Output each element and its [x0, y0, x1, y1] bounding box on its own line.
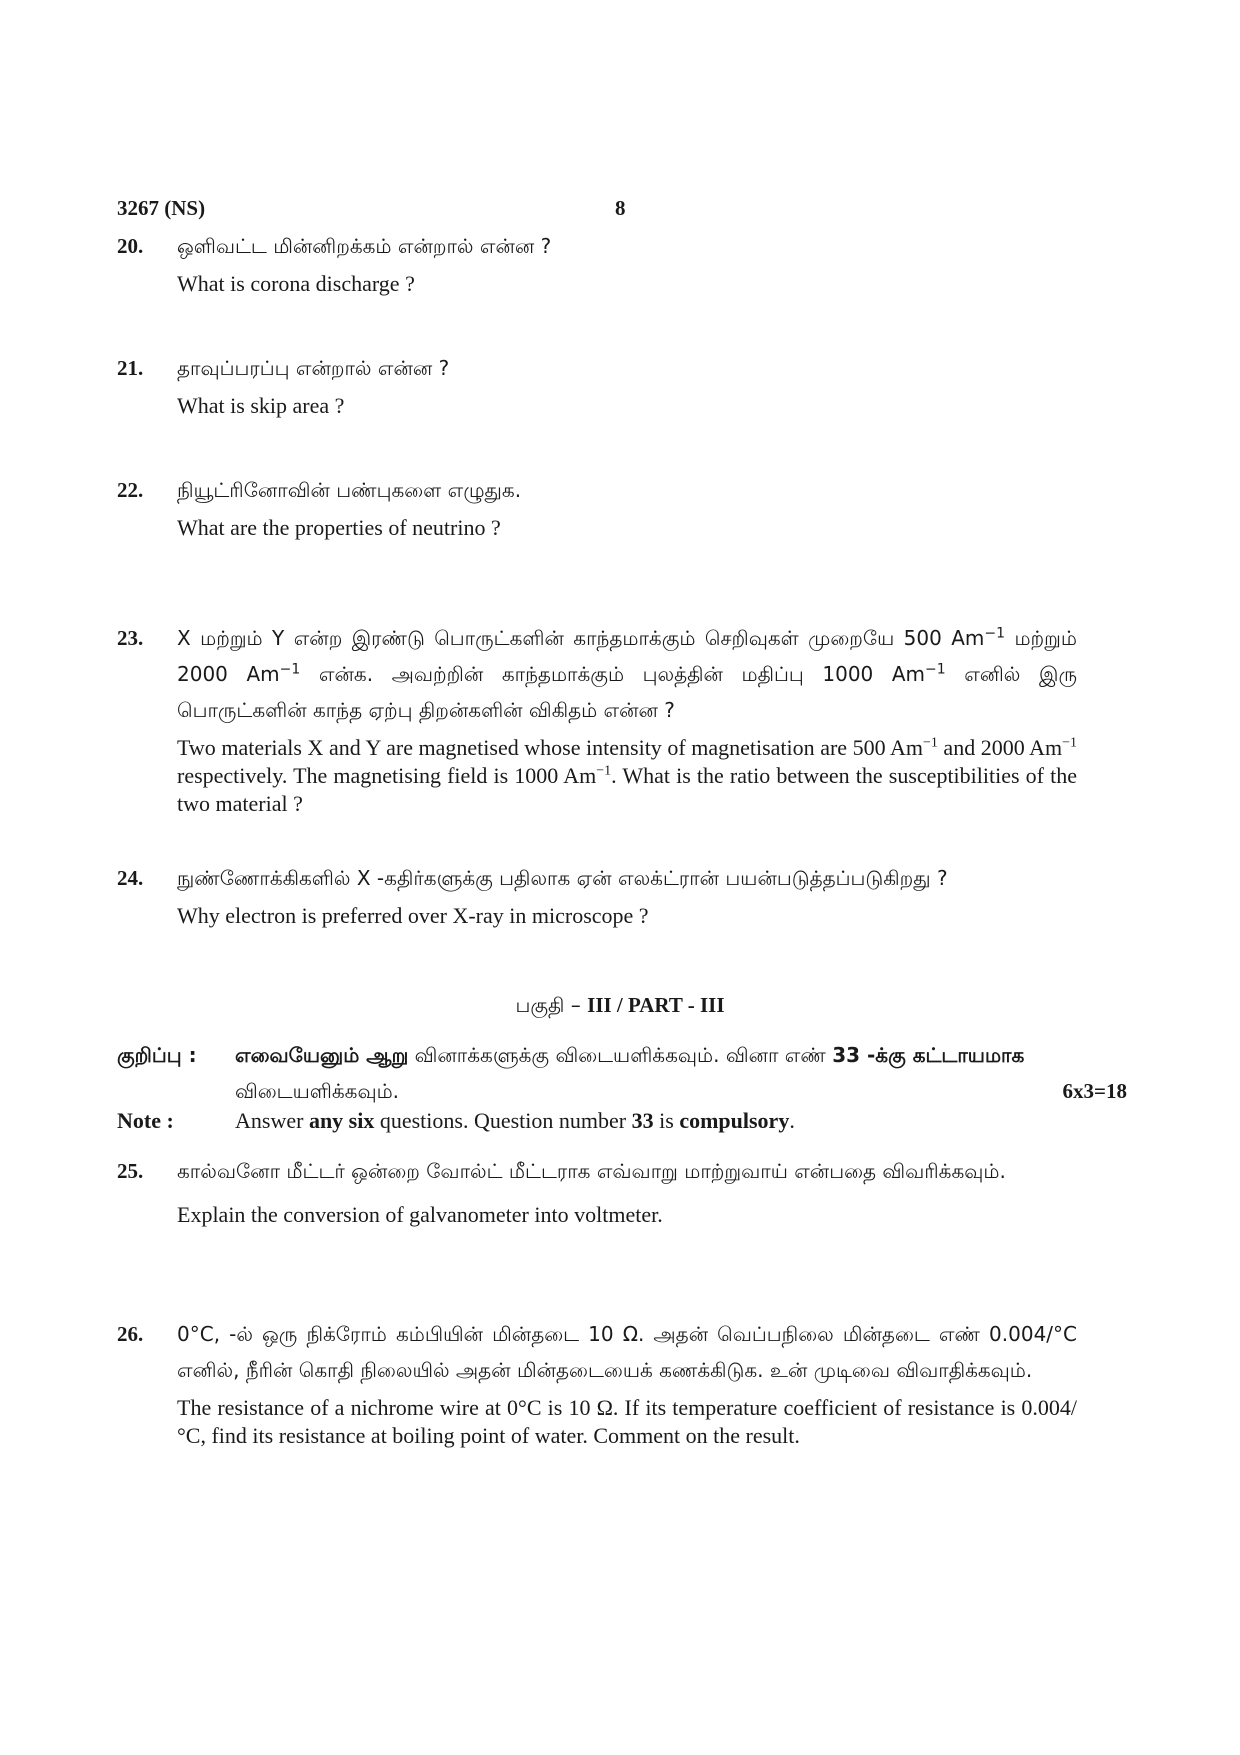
question-text-english: What are the properties of neutrino ? [177, 515, 501, 540]
question-text-tamil: நுண்ணோக்கிகளில் X -கதிர்களுக்கு பதிலாக ஏன் எலக்ட்ரான் பயன்படுத்தப்படுகிறது ? [177, 866, 948, 890]
question-text-tamil: 0°C, -ல் ஒரு நிக்ரோம் கம்பியின் மின்தடை 10 Ω. அதன் வெப்பநிலை மின்தடை எண் 0.004/°C எனில், நீரின் கொதி நிலையில் அதன் மின்தடையைக் கணக்கிடுக. உன் முடிவை விவாதிக்கவும். [177, 1322, 1077, 1382]
question-number: 24. [117, 866, 144, 890]
question-number: 21. [117, 356, 144, 380]
page-header [117, 196, 1137, 226]
question-number: 20. [117, 234, 144, 258]
note-text: எவையேனும் ஆறு வினாக்களுக்கு விடையளிக்கவும். வினா எண் 33 -க்கு கட்டாயமாக விடையளிக்கவும். [235, 1043, 1025, 1103]
question-text-english: Explain the conversion of galvanometer into voltmeter. [177, 1202, 663, 1227]
question-number: 23. [117, 626, 144, 650]
note-label: குறிப்பு : [117, 1043, 197, 1067]
question-text-english: What is skip area ? [177, 393, 345, 418]
question-text-english: The resistance of a nichrome wire at 0°C is 10 Ω. If its temperature coefficient of resistance is 0.004/°C, find its resistance at boiling point of water. Comment on the result. [177, 1395, 1077, 1448]
note-label: Note : [117, 1108, 174, 1133]
page-number: 8 [615, 196, 626, 220]
question-text-english: Why electron is preferred over X-ray in microscope ? [177, 903, 649, 928]
question-text-english: What is corona discharge ? [177, 271, 415, 296]
question-text-tamil: ஒளிவட்ட மின்னிறக்கம் என்றால் என்ன ? [177, 234, 552, 258]
question-number: 25. [117, 1159, 144, 1183]
question-text-tamil: X மற்றும் Y என்ற இரண்டு பொருட்களின் காந்தமாக்கும் செறிவுகள் முறையே 500 $Am^{-1}$ மற்றும் 2000 $Am^{-1}$ என்க. அவற்றின் காந்தமாக்கும் புலத்தின் மதிப்பு 1000 $Am^{-1}$ எனில் இரு பொருட்களின் காந்த ஏற்பு திறன்களின் விகிதம் என்ன ? [177, 625, 1077, 722]
question-number: 22. [117, 478, 144, 502]
question-number: 26. [117, 1322, 144, 1346]
marks-allocation: 6x3=18 [1062, 1079, 1127, 1103]
question-text-tamil: நியூட்ரினோவின் பண்புகளை எழுதுக. [177, 478, 522, 502]
question-text-tamil: தாவுப்பரப்பு என்றால் என்ன ? [177, 356, 450, 380]
question-text-tamil: கால்வனோ மீட்டர் ஒன்றை வோல்ட் மீட்டராக எவ்வாறு மாற்றுவாய் என்பதை விவரிக்கவும். [177, 1159, 1006, 1183]
part-heading: பகுதி – III / PART - III [515, 993, 725, 1017]
paper-code: 3267 (NS) [117, 196, 206, 220]
note-text: Answer any six questions. Question number 33 is compulsory. [235, 1108, 795, 1133]
question-text-english: Two materials X and Y are magnetised whose intensity of magnetisation are 500 $Am^{-1}$ and 2000 $Am^{-1}$ respectively. The magnetising field is 1000 $Am^{-1}$. What is the ratio between the susceptibilities of the two material ? [177, 735, 1078, 816]
